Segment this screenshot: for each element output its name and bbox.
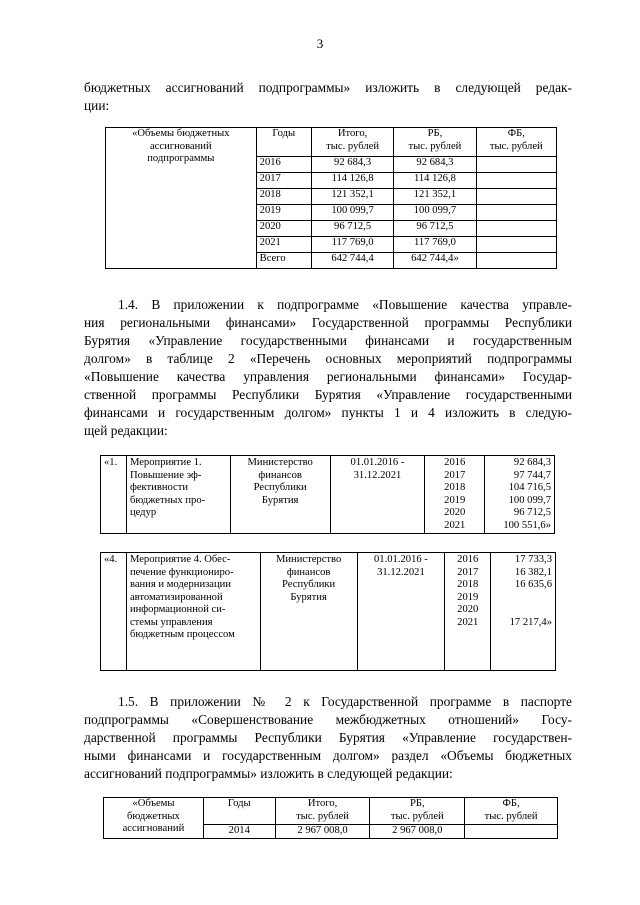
cell-text: 17 733,3	[514, 554, 552, 565]
measure-name	[126, 553, 260, 671]
cell-text: 01.01.2016 -	[350, 457, 405, 468]
measure-table-4	[100, 552, 556, 671]
fb-cell	[476, 205, 556, 221]
header-total: Итого, тыс. рублей	[311, 128, 393, 157]
text-line: щей редакции:	[84, 423, 168, 438]
measure-name	[126, 456, 230, 534]
fb-cell	[476, 173, 556, 189]
cell-text: фективности	[129, 482, 189, 493]
cell-text: 2021	[457, 616, 479, 628]
cell-text: 16 382,1	[514, 566, 552, 578]
cell-text: бюджетных про-	[129, 494, 206, 506]
cell-text: 17 217,4»	[509, 616, 552, 628]
cell-text	[494, 592, 552, 605]
cell-text: ассигнований	[122, 823, 185, 834]
cell-text: 16 635,6	[514, 579, 552, 590]
cell-text: финансов	[286, 566, 331, 578]
rb-cell: 114 126,8	[394, 173, 476, 189]
text-line: ственной программы Республики Бурятия «Управление государственными	[84, 387, 572, 402]
cell-text	[494, 604, 552, 617]
table1-label-cell	[106, 128, 257, 269]
text-line: ции:	[84, 98, 110, 113]
cell-text: 96 712,5	[513, 507, 551, 518]
cell-text: 2017	[457, 566, 479, 578]
header-fb: ФБ, тыс. рублей	[476, 128, 556, 157]
cell-text: Республики	[253, 482, 307, 493]
year-cell: Всего	[256, 253, 311, 269]
cell-text: Повышение эф-	[129, 469, 202, 481]
values	[491, 553, 556, 671]
cell-text: 92 684,3	[513, 457, 551, 468]
cell-text: 100 099,7	[508, 494, 551, 506]
cell-text: 2016	[457, 554, 479, 565]
budget-table-1	[105, 127, 557, 269]
text-line: 1.5. В приложении № 2 к Государственной программе в паспорте	[118, 694, 572, 709]
cell-text: «Объемы бюджетных	[132, 128, 230, 139]
fb-cell	[465, 825, 558, 839]
cell-text: Министерство	[247, 457, 313, 468]
cell-text: «Объемы	[132, 798, 175, 809]
cell-text: 97 744,7	[513, 469, 551, 481]
total-cell: 2 967 008,0	[275, 825, 370, 839]
header-rb: РБ, тыс. рублей	[370, 798, 465, 825]
years	[425, 456, 485, 534]
period	[330, 456, 425, 534]
cell-text: вания и модернизации	[129, 579, 232, 590]
cell-text: 2021	[444, 519, 466, 531]
cell-text: автоматизированной	[129, 591, 223, 603]
period	[357, 553, 445, 671]
total-cell: 96 712,5	[311, 221, 393, 237]
header-fb: ФБ, тыс. рублей	[465, 798, 558, 825]
cell-text: 31.12.2021	[353, 469, 402, 481]
rb-cell: 117 769,0	[394, 237, 476, 253]
fb-cell	[476, 189, 556, 205]
cell-text: 31.12.2021	[377, 566, 425, 578]
year-cell: 2017	[256, 173, 311, 189]
rb-cell: 100 099,7	[394, 205, 476, 221]
fb-cell	[476, 221, 556, 237]
cell-text: подпрограммы	[147, 153, 215, 164]
rb-cell: 121 352,1	[394, 189, 476, 205]
cell-text: стемы управления	[129, 616, 213, 628]
cell-text: 2016	[444, 457, 466, 468]
item-number: «4.	[101, 553, 127, 671]
year-cell: 2014	[203, 825, 275, 839]
cell-text: 2018	[457, 579, 479, 590]
cell-text: цедур	[129, 507, 157, 518]
total-cell: 92 684,3	[311, 157, 393, 173]
fb-cell	[476, 157, 556, 173]
executor	[260, 553, 357, 671]
cell-text: 2017	[444, 469, 466, 481]
cell-text: Мероприятие 4. Обес-	[129, 554, 231, 565]
text-line: Бурятия «Управление государственными финансами и государственным	[84, 333, 572, 348]
cell-text: 01.01.2016 -	[373, 554, 428, 565]
total-cell: 100 099,7	[311, 205, 393, 221]
cell-text: ассигнований	[149, 140, 212, 152]
years	[445, 553, 491, 671]
text-line: ными финансами и государственным долгом» раздел «Объемы бюджетных	[84, 748, 572, 763]
header-years: Годы	[203, 798, 275, 825]
cell-text: Республики	[282, 579, 336, 590]
intro-paragraph	[84, 79, 572, 115]
cell-text: Бурятия	[261, 494, 299, 506]
cell-text: информационной си-	[129, 604, 226, 615]
cell-text: 2019	[444, 494, 466, 506]
fb-cell	[476, 253, 556, 269]
cell-text: печение функциониро-	[129, 566, 234, 578]
item-number: «1.	[101, 456, 127, 534]
total-cell: 642 744,4	[311, 253, 393, 269]
page-number: 3	[316, 36, 324, 51]
paragraph-1-4	[84, 296, 572, 440]
cell-text: 2020	[457, 604, 479, 615]
fb-cell	[476, 237, 556, 253]
cell-text: Министерство	[275, 554, 342, 565]
rb-cell: 2 967 008,0	[370, 825, 465, 839]
cell-text: финансов	[258, 469, 302, 481]
cell-text: 2019	[457, 591, 479, 603]
text-line: долгом» в таблице 2 «Перечень основных мероприятий подпрограммы	[84, 351, 572, 366]
cell-text: бюджетных	[127, 810, 180, 822]
rb-cell: 96 712,5	[394, 221, 476, 237]
total-cell: 114 126,8	[311, 173, 393, 189]
cell-text: 100 551,6»	[503, 519, 551, 531]
text-line: «Повышение качества управления региональными финансами» Государ-	[84, 369, 572, 384]
text-line: бюджетных ассигнований подпрограммы» изложить в следующей редак-	[84, 80, 572, 95]
text-line: ассигнований подпрограммы» изложить в следующей редакции:	[84, 766, 453, 781]
values	[485, 456, 555, 534]
header-years: Годы	[256, 128, 311, 157]
cell-text: 104 716,5	[508, 482, 551, 493]
cell-text: 2020	[444, 507, 466, 518]
total-cell: 117 769,0	[311, 237, 393, 253]
rb-cell: 92 684,3	[394, 157, 476, 173]
year-cell: 2018	[256, 189, 311, 205]
text-line: 1.4. В приложении к подпрограмме «Повышение качества управле-	[118, 297, 572, 312]
total-cell: 121 352,1	[311, 189, 393, 205]
text-line: финансами и государственным долгом» пункты 1 и 4 изложить в следую-	[84, 405, 572, 420]
cell-text: бюджетным процессом	[129, 629, 235, 640]
paragraph-1-5	[84, 693, 572, 783]
header-rb: РБ, тыс. рублей	[394, 128, 476, 157]
year-cell: 2020	[256, 221, 311, 237]
year-cell: 2021	[256, 237, 311, 253]
budget-table-2	[103, 797, 558, 839]
rb-cell: 642 744,4»	[394, 253, 476, 269]
cell-text: Мероприятие 1.	[129, 457, 202, 468]
table4-label-cell	[104, 798, 204, 839]
text-line: дарственной программы Республики Бурятия «Управление государствен-	[84, 730, 572, 745]
text-line: подпрограммы «Совершенствование межбюджетных отношений» Госу-	[84, 712, 572, 727]
measure-table-1	[100, 455, 555, 534]
cell-text: Бурятия	[290, 591, 327, 603]
year-cell: 2016	[256, 157, 311, 173]
year-cell: 2019	[256, 205, 311, 221]
text-line: ния региональными финансами» Государственной программы Республики	[84, 315, 572, 330]
executor	[230, 456, 330, 534]
header-total: Итого, тыс. рублей	[275, 798, 370, 825]
cell-text: 2018	[444, 482, 466, 493]
